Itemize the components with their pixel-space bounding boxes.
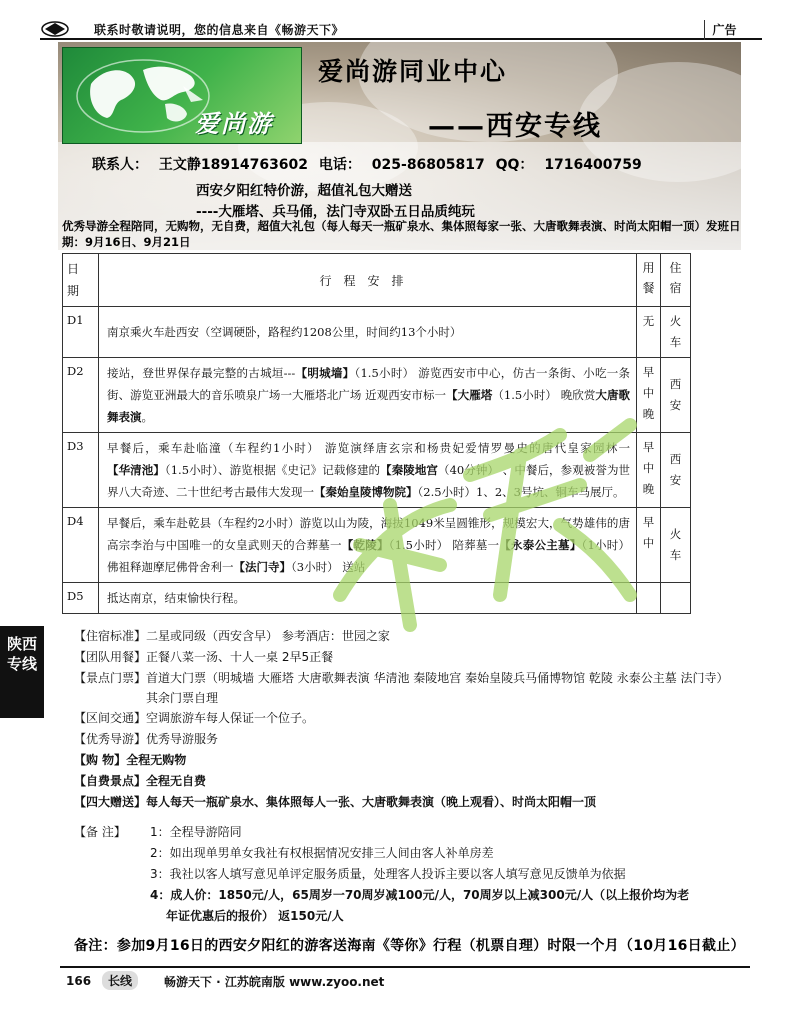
table-row — [63, 358, 691, 433]
itinerary-cell — [99, 508, 637, 583]
optional-value: 全程无自费 — [146, 774, 207, 788]
shopping-value: 全程无购物 — [126, 753, 187, 767]
stay-cell — [661, 433, 691, 508]
itinerary-text: （1.5小时） 游览西安市中心，仿古一条街、小吃一条街、游览亚洲最大的音乐喷泉广场一大雁塔北广场 近观西安市标一 — [107, 366, 630, 402]
route-subtitle: ——西安专线 — [428, 111, 602, 142]
tickets-value: 首道大门票（明城墙 大雁塔 大唐歌舞表演 华清池 秦陵地宫 秦始皇陵兵马俑博物馆 乾陵 永泰公主墓 法门寺） 其余门票自理 — [146, 671, 729, 705]
stay-text: 西安 — [669, 377, 682, 412]
stay-cell — [661, 307, 691, 358]
publication-info: 畅游天下 · 江苏皖南版 www.zyoo.net — [164, 975, 385, 989]
stay-cell — [661, 508, 691, 583]
itinerary-text: 南京乘火车赴西安（空调硬卧，路程约1208公里，时间约13个小时） — [107, 325, 462, 339]
info-row-meals — [74, 647, 734, 668]
itinerary-text: （2.5小时）1、2、3号坑、铜车马展厅。 — [417, 485, 625, 499]
day-cell: D5 — [63, 583, 99, 614]
itinerary-text: （1.5小时）、游览根据《史记》记载修建的 — [164, 463, 381, 477]
attraction-name: 【法门寺】 — [233, 560, 291, 574]
note-3: 3：我社以客人填写意见单评定服务质量，处理客人投诉主要以客人填写意见反馈单为依据 — [150, 867, 626, 881]
qq-label: QQ： — [495, 157, 534, 173]
agency-title: 爱尚游同业中心 — [318, 57, 508, 86]
header-day-2: 期 — [67, 284, 80, 298]
top-header-bar — [40, 18, 762, 40]
table-row — [63, 508, 691, 583]
lodging-label: 【住宿标准】 — [74, 629, 147, 643]
attraction-name: 【秦陵地宫 — [380, 463, 439, 477]
table-row — [63, 307, 691, 358]
meals-value: 正餐八菜一汤、十人一桌 2早5正餐 — [146, 650, 334, 664]
stay-text: 火车 — [669, 314, 682, 349]
stay-text: 西安 — [669, 452, 682, 487]
meal-text: 早中晚 — [642, 440, 655, 496]
brand-logo-box — [62, 47, 302, 144]
sidetab-line-2: 专线 — [6, 655, 37, 673]
promo-footnote: 备注：参加9月16日的西安夕阳红的游客送海南《等你》行程（机票自理）时限一个月（10月16日截止） — [74, 938, 745, 954]
attraction-name: 【永泰公主墓】 — [499, 538, 582, 552]
sidetab-line-1: 陕西 — [6, 635, 37, 653]
table-row — [63, 583, 691, 614]
itinerary-text: （1.5小时） 陪葬墓一 — [388, 538, 500, 552]
day-cell: D3 — [63, 433, 99, 508]
guide-label: 【优秀导游】 — [74, 732, 147, 746]
lodging-value: 二星或同级（西安含早） 参考酒店：世园之家 — [146, 629, 390, 643]
attraction-name: 大唐歌舞表演 — [107, 388, 631, 424]
info-row-tickets — [74, 668, 734, 708]
itinerary-text: （1.5小时） 晚欣赏 — [492, 388, 596, 402]
itinerary-text: 早餐后，乘车赴乾县（车程约2小时）游览以山为陵，海拔1049米呈圆锥形，规模宏大，气势雄伟的唐高宗李治与中国唯一的女皇武则天的合葬墓一 — [107, 516, 630, 552]
day-cell: D4 — [63, 508, 99, 583]
meal-cell — [637, 583, 661, 614]
tel-label: 电话： — [318, 157, 361, 173]
note-4b: 年证优惠后的报价） 返150元/人 — [166, 909, 344, 923]
optional-label: 【自费景点】 — [74, 774, 147, 788]
contact-name-phone: 王文静18914763602 — [158, 157, 309, 173]
header-meal-1: 用 — [642, 261, 655, 275]
attraction-name: 【乾陵】 — [341, 538, 389, 552]
tour-intro: 优秀导游全程陪同，无购物，无自费，超值大礼包（每人每天一瓶矿泉水、集体照每家一张、大唐歌舞表演、时尚太阳帽一顶）发班日期：9月16日、9月21日 — [62, 219, 741, 249]
gifts-value: 每人每天一瓶矿泉水、集体照每人一张、大唐歌舞表演（晚上观看）、时尚太阳帽一顶 — [146, 795, 597, 809]
header-day — [63, 254, 99, 307]
notes-section — [74, 822, 734, 927]
header-day-1: 日 — [67, 262, 80, 276]
ad-tag: 广告 — [704, 20, 744, 40]
itinerary-cell — [99, 358, 637, 433]
stay-cell — [661, 583, 691, 614]
header-meal-2: 餐 — [642, 281, 655, 295]
meal-cell — [637, 508, 661, 583]
meals-label: 【团队用餐】 — [74, 650, 147, 664]
attraction-name: 【秦始皇陵博物院】 — [314, 485, 418, 499]
tel-number: 025-86805817 — [371, 157, 485, 173]
brand-name: 爱尚游 — [195, 109, 273, 138]
header-stay-2: 宿 — [669, 281, 682, 295]
globe-icon — [73, 56, 213, 136]
table-row — [63, 433, 691, 508]
meal-cell — [637, 433, 661, 508]
transport-value: 空调旅游车每人保证一个位子。 — [146, 711, 315, 725]
source-notice: 联系时敬请说明，您的信息来自《畅游天下》 — [94, 23, 345, 37]
attraction-name: 【华清池】 — [107, 463, 165, 477]
headline-2: ----大雁塔、兵马俑，法门寺双卧五日品质纯玩 — [196, 204, 475, 220]
itinerary-text: 。 — [141, 410, 153, 424]
note-2: 2：如出现单男单女我社有权根据情况安排三人间由客人补单房差 — [150, 846, 494, 860]
itinerary-text: 接站，登世界保存最完整的古城垣--- — [107, 366, 296, 380]
page-number: 166 — [66, 974, 92, 988]
header-rule — [40, 38, 762, 40]
page-footer — [60, 966, 750, 990]
info-row-optional — [74, 771, 734, 792]
day-cell: D1 — [63, 307, 99, 358]
stay-cell — [661, 358, 691, 433]
notes-label: 【备 注】 — [74, 825, 126, 839]
meal-text: 早中晚 — [642, 365, 655, 421]
contact-line — [92, 154, 648, 174]
table-header-row — [63, 254, 691, 307]
stay-text: 火车 — [669, 527, 682, 562]
itinerary-text: （1小时） 佛祖释迦摩尼佛骨舍利一 — [107, 538, 630, 574]
attraction-name: 【大雁塔 — [446, 388, 493, 402]
contact-label: 联系人： — [92, 157, 148, 173]
info-row-gifts — [74, 792, 734, 813]
section-side-tab — [0, 626, 44, 718]
notes-row — [74, 822, 734, 843]
meal-cell — [637, 358, 661, 433]
info-row-lodging — [74, 626, 734, 647]
day-cell: D2 — [63, 358, 99, 433]
itinerary-cell — [99, 433, 637, 508]
itinerary-table — [62, 253, 691, 614]
note-4a: 4：成人价：1850元/人，65周岁一70周岁减100元/人，70周岁以上减300元/人（以上报价均为老 — [150, 888, 690, 902]
note-1: 1：全程导游陪同 — [150, 825, 242, 839]
info-row-guide — [74, 729, 734, 750]
qq-number: 1716400759 — [544, 157, 642, 173]
itinerary-cell — [99, 307, 637, 358]
itinerary-text: 抵达南京，结束愉快行程。 — [107, 591, 245, 605]
info-row-transport — [74, 708, 734, 729]
itinerary-text: （3小时） 送站 — [291, 560, 366, 574]
header-stay — [661, 254, 691, 307]
transport-label: 【区间交通】 — [74, 711, 147, 725]
meal-cell: 无 — [637, 307, 661, 358]
category-badge: 长线 — [102, 971, 138, 990]
publication-logo-icon — [40, 20, 70, 38]
shopping-label: 【购 物】 — [74, 753, 127, 767]
itinerary-text: 早餐后，乘车赴临潼（车程约1小时） 游览演绎唐玄宗和杨贵妃爱情罗曼史的唐代皇家园林一 — [107, 441, 630, 455]
tickets-label: 【景点门票】 — [74, 671, 147, 685]
header-meal — [637, 254, 661, 307]
info-row-shopping — [74, 750, 734, 771]
gifts-label: 【四大赠送】 — [74, 795, 147, 809]
itinerary-text: （40分钟） 、中餐后，参观被誉为世界八大奇迹、二十世纪考古最伟大发现一 — [107, 463, 631, 499]
header-itinerary: 行程安排 — [99, 254, 637, 307]
meal-text: 早中 — [642, 515, 655, 550]
attraction-name: 【明城墙】 — [295, 366, 355, 380]
tour-info — [74, 626, 734, 813]
itinerary-cell — [99, 583, 637, 614]
guide-value: 优秀导游服务 — [146, 732, 219, 746]
header-stay-1: 住 — [669, 261, 682, 275]
headline-1: 西安夕阳红特价游，超值礼包大赠送 — [196, 183, 412, 199]
